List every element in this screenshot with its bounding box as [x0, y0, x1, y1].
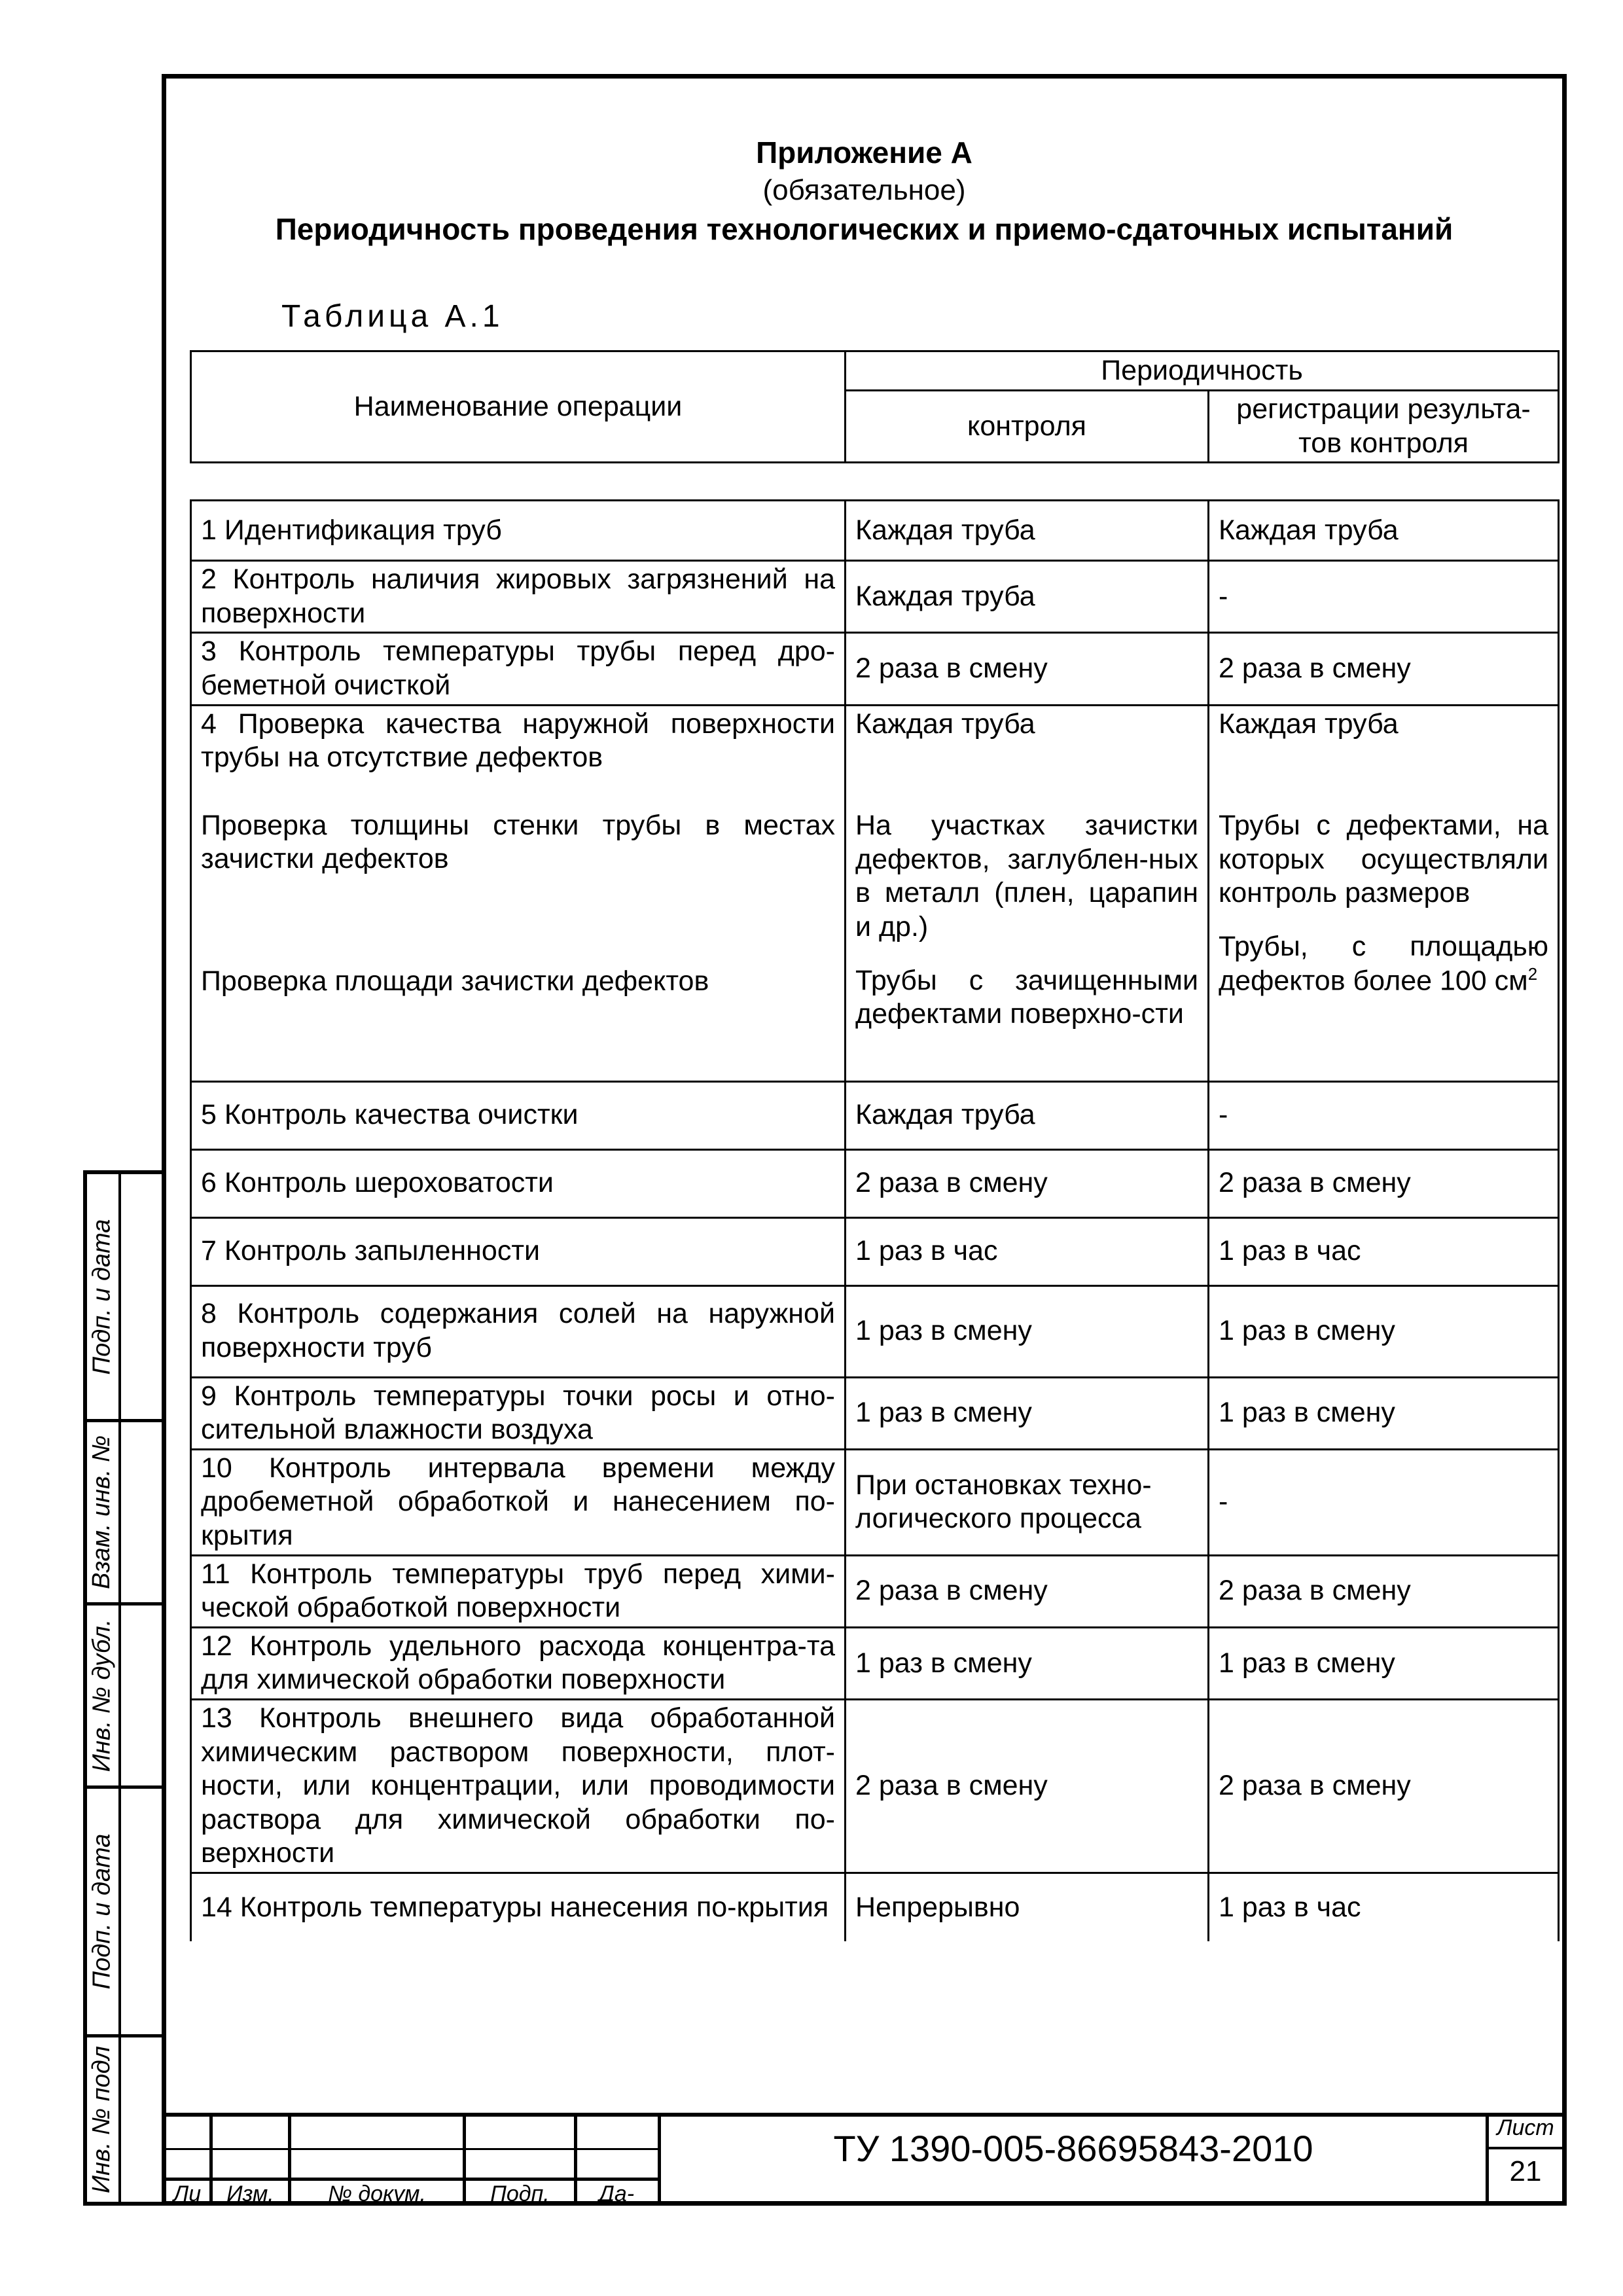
title-block-line	[162, 2148, 658, 2150]
operation-cell: 13 Контроль внешнего вида обработанной химическим раствором поверхности, плот-ности, или концентрации, или проводимости раствора для химической обработки по-верхности	[191, 1699, 846, 1873]
tb-label-podp: Подп.	[490, 2181, 550, 2206]
appendix-title: Приложение А	[756, 135, 972, 170]
col-header-operation: Наименование операции	[191, 351, 846, 463]
operation-cell: 14 Контроль температуры нанесения по-крытия	[191, 1873, 846, 1941]
table-row	[191, 1555, 1559, 1627]
table-row-4	[191, 705, 1559, 1081]
row4-op-c: Проверка площади зачистки дефектов	[201, 965, 709, 997]
row4-control-a: Каждая труба	[855, 708, 1035, 740]
periodicity-table	[190, 350, 1560, 1941]
table-row	[191, 1217, 1559, 1285]
row4-reg-c: Трубы, с площадью дефектов более 100 см	[1219, 930, 1548, 996]
registration-cell: 2 раза в смену	[1209, 1699, 1559, 1873]
control-cell: Каждая труба	[846, 561, 1209, 633]
document-code: ТУ 1390-005-86695843-2010	[833, 2128, 1313, 2169]
operation-cell: 1 Идентификация труб	[191, 501, 846, 561]
control-cell: Каждая труба	[846, 501, 1209, 561]
control-cell: 1 раз в час	[846, 1217, 1209, 1285]
operation-cell	[191, 705, 846, 1081]
registration-cell: -	[1209, 561, 1559, 633]
col-header-registration: регистрации результа-тов контроля	[1209, 391, 1559, 463]
table-row	[191, 561, 1559, 633]
row4-reg-c-wrap	[1219, 930, 1548, 998]
control-cell: Каждая труба	[846, 1081, 1209, 1149]
registration-cell: Каждая труба	[1209, 501, 1559, 561]
control-cell	[846, 705, 1209, 1081]
table-row	[191, 1873, 1559, 1941]
col-header-control: контроля	[846, 391, 1209, 463]
title-block-line	[1486, 2147, 1567, 2149]
table-caption: Таблица А.1	[281, 299, 504, 334]
registration-cell: 1 раз в смену	[1209, 1627, 1559, 1699]
operation-cell: 6 Контроль шероховатости	[191, 1149, 846, 1217]
row4-op-b: Проверка толщины стенки трубы в местах зачистки дефектов	[201, 809, 835, 875]
registration-cell: -	[1209, 1449, 1559, 1555]
operation-cell: 3 Контроль температуры трубы перед дро-беметной очисткой	[191, 633, 846, 705]
tb-label-li: Ли	[173, 2181, 202, 2206]
side-label-podp-data-1: Подп. и дата	[88, 1219, 116, 1374]
control-cell: 2 раза в смену	[846, 633, 1209, 705]
table-row	[191, 1449, 1559, 1555]
table-row	[191, 1149, 1559, 1217]
operation-cell: 5 Контроль качества очистки	[191, 1081, 846, 1149]
control-cell: Непрерывно	[846, 1873, 1209, 1941]
side-label-inv-podl: Инв. № подл	[88, 2045, 116, 2194]
sheet-number: 21	[1509, 2155, 1542, 2187]
title-block-top-line	[162, 2113, 1567, 2117]
row4-control-c: Трубы с зачищенными дефектами поверхно-сти	[855, 964, 1198, 1030]
row4-reg-b: Трубы с дефектами, на которых осуществляли контроль размеров	[1219, 810, 1548, 909]
operation-cell: 9 Контроль температуры точки росы и отно-сительной влажности воздуха	[191, 1377, 846, 1449]
control-cell: 2 раза в смену	[846, 1149, 1209, 1217]
side-label-podp-data-2: Подп. и дата	[88, 1833, 116, 1990]
row4-reg-a: Каждая труба	[1219, 708, 1399, 740]
table-row	[191, 1699, 1559, 1873]
tb-label-data: Да-	[598, 2181, 635, 2206]
table-row	[191, 1377, 1559, 1449]
registration-cell: 1 раз в смену	[1209, 1377, 1559, 1449]
operation-cell: 2 Контроль наличия жировых загрязнений на поверхности	[191, 561, 846, 633]
operation-cell: 8 Контроль содержания солей на наружной поверхности труб	[191, 1285, 846, 1377]
registration-cell: 2 раза в смену	[1209, 1149, 1559, 1217]
registration-cell: 2 раза в смену	[1209, 633, 1559, 705]
tb-label-dokum: № докум.	[328, 2181, 426, 2206]
registration-cell	[1209, 705, 1559, 1081]
operation-cell: 11 Контроль температуры труб перед хими-ческой обработкой поверхности	[191, 1555, 846, 1627]
appendix-subject: Периодичность проведения технологических и приемо-сдаточных испытаний	[275, 212, 1454, 246]
tb-label-izm: Изм.	[226, 2181, 274, 2206]
side-label-inv-dubl: Инв. № дубл.	[88, 1619, 116, 1772]
row4-op-a: 4 Проверка качества наружной поверхности трубы на отсутствие дефектов	[201, 708, 835, 774]
side-label-vzam-inv: Взам. инв. №	[88, 1435, 116, 1590]
registration-cell: -	[1209, 1081, 1559, 1149]
operation-cell: 12 Контроль удельного расхода концентра-та для химической обработки поверхности	[191, 1627, 846, 1699]
col-header-periodicity: Периодичность	[846, 351, 1559, 391]
table-row	[191, 501, 1559, 561]
title-block-line	[162, 2178, 658, 2181]
control-cell: 2 раза в смену	[846, 1555, 1209, 1627]
control-cell: 1 раз в смену	[846, 1285, 1209, 1377]
table-row	[191, 1285, 1559, 1377]
row4-reg-c-sup: 2	[1527, 963, 1538, 984]
registration-cell: 1 раз в час	[1209, 1217, 1559, 1285]
table-row	[191, 633, 1559, 705]
registration-cell: 1 раз в смену	[1209, 1285, 1559, 1377]
registration-cell: 1 раз в час	[1209, 1873, 1559, 1941]
table-row	[191, 1627, 1559, 1699]
row4-control-b: На участках зачистки дефектов, заглублен-ных в металл (плен, царапин и др.)	[855, 810, 1198, 942]
operation-cell: 10 Контроль интервала времени между дробеметной обработкой и нанесением по-крытия	[191, 1449, 846, 1555]
control-cell: 1 раз в смену	[846, 1377, 1209, 1449]
operation-cell: 7 Контроль запыленности	[191, 1217, 846, 1285]
table-row	[191, 1081, 1559, 1149]
control-cell: 1 раз в смену	[846, 1627, 1209, 1699]
registration-cell: 2 раза в смену	[1209, 1555, 1559, 1627]
control-cell: При остановках техно-логического процесса	[846, 1449, 1209, 1555]
sheet-label: Лист	[1497, 2115, 1554, 2140]
appendix-status: (обязательное)	[762, 174, 966, 206]
control-cell: 2 раза в смену	[846, 1699, 1209, 1873]
